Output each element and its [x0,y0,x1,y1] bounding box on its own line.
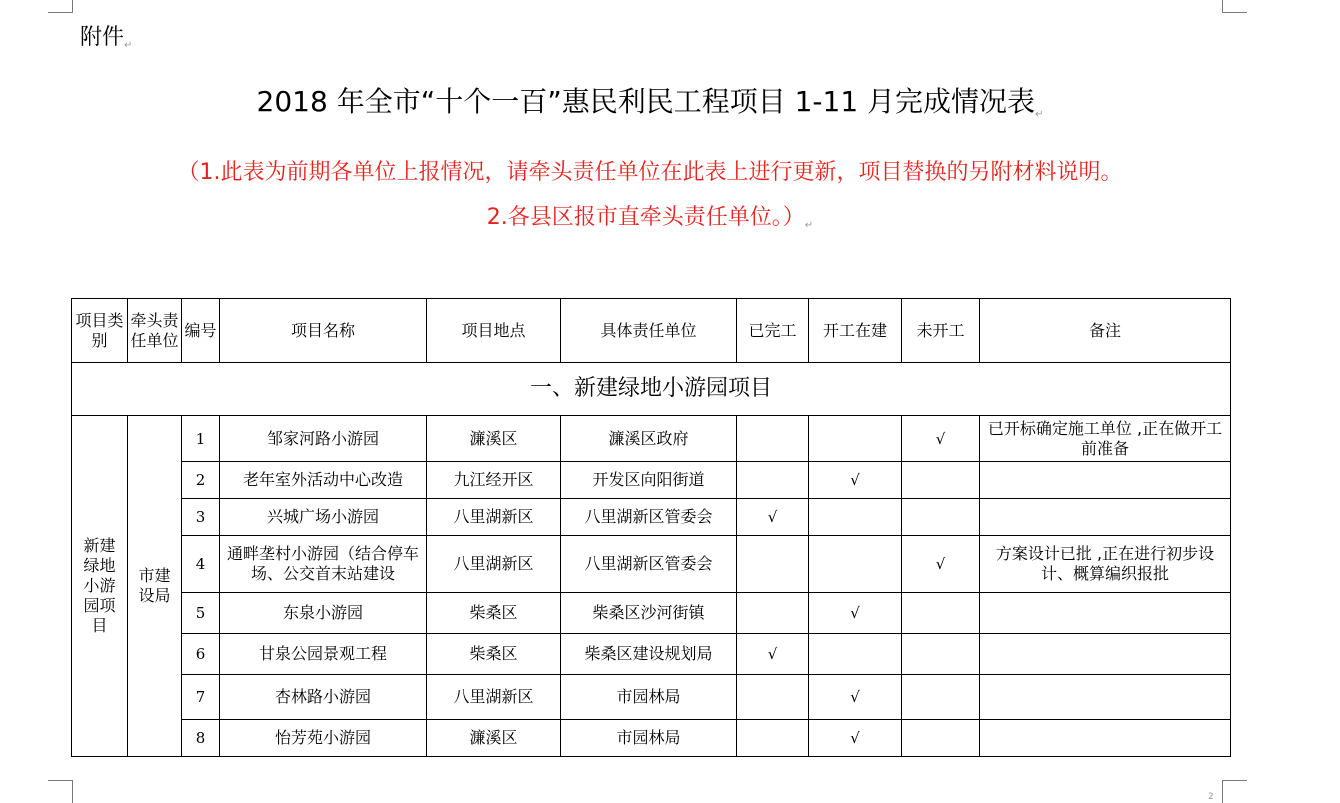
not-started-mark: √ [902,536,980,593]
row-number: 2 [182,462,220,499]
completed-mark: √ [737,634,809,675]
remark [980,499,1231,536]
remark [980,720,1231,757]
section-title: 一、新建绿地小游园项目 [72,363,1231,416]
table-row [72,675,1231,720]
header-completed: 已完工 [737,299,809,363]
lead-unit-cell: 市建设局 [128,416,182,757]
progress-table [71,298,1231,757]
project-name: 兴城广场小游园 [220,499,427,536]
category-cell: 新建绿地小游园项目 [72,416,128,757]
in-progress-mark: √ [809,593,902,634]
in-progress-mark [809,499,902,536]
project-name: 怡芳苑小游园 [220,720,427,757]
in-progress-mark: √ [809,720,902,757]
not-started-mark [902,675,980,720]
in-progress-mark: √ [809,462,902,499]
remark [980,634,1231,675]
completed-mark [737,593,809,634]
remark: 已开标确定施工单位 ,正在做开工前准备 [980,416,1231,462]
project-name: 东泉小游园 [220,593,427,634]
project-name: 甘泉公园景观工程 [220,634,427,675]
header-lead-unit: 牵头责任单位 [128,299,182,363]
note-line-1: （1.此表为前期各单位上报情况，请牵头责任单位在此表上进行更新，项目替换的另附材料说明。 [177,160,1123,185]
project-location: 八里湖新区 [427,536,561,593]
remark [980,462,1231,499]
table-row [72,499,1231,536]
remark: 方案设计已批 ,正在进行初步设计、概算编织报批 [980,536,1231,593]
completed-mark [737,536,809,593]
project-name: 邹家河路小游园 [220,416,427,462]
table-row [72,462,1231,499]
header-in-progress: 开工在建 [809,299,902,363]
responsible-unit: 八里湖新区管委会 [561,499,737,536]
table-row [72,416,1231,462]
project-name: 杏林路小游园 [220,675,427,720]
completed-mark [737,720,809,757]
not-started-mark [902,462,980,499]
completed-mark [737,462,809,499]
project-location: 濂溪区 [427,416,561,462]
project-name: 老年室外活动中心改造 [220,462,427,499]
section-row [72,363,1231,416]
responsible-unit: 濂溪区政府 [561,416,737,462]
project-location: 八里湖新区 [427,675,561,720]
responsible-unit: 市园林局 [561,720,737,757]
in-progress-mark: √ [809,675,902,720]
responsible-unit: 柴桑区沙河街镇 [561,593,737,634]
project-name: 通畔垄村小游园（结合停车场、公交首末站建设 [220,536,427,593]
row-number: 4 [182,536,220,593]
not-started-mark [902,593,980,634]
table-row [72,634,1231,675]
responsible-unit: 开发区向阳街道 [561,462,737,499]
document-title: 2018 年全市“十个一百”惠民利民工程项目 1-11 月完成情况表↵ [256,85,1044,120]
responsible-unit: 八里湖新区管委会 [561,536,737,593]
table-row [72,536,1231,593]
in-progress-mark [809,634,902,675]
table-header-row [72,299,1231,363]
row-number: 1 [182,416,220,462]
row-number: 7 [182,675,220,720]
row-number: 8 [182,720,220,757]
note-line-2: 2.各县区报市直牵头责任单位。）↵ [486,205,814,231]
responsible-unit: 市园林局 [561,675,737,720]
project-location: 柴桑区 [427,593,561,634]
completed-mark: √ [737,499,809,536]
completed-mark [737,416,809,462]
page-corner-mark-bottom-right [1222,780,1247,803]
header-project-name: 项目名称 [220,299,427,363]
header-not-started: 未开工 [902,299,980,363]
table-row [72,593,1231,634]
project-location: 九江经开区 [427,462,561,499]
page-corner-mark-bottom-left [48,780,73,803]
project-location: 柴桑区 [427,634,561,675]
not-started-mark [902,720,980,757]
page-corner-mark-top-right [1222,0,1247,13]
row-number: 6 [182,634,220,675]
project-location: 八里湖新区 [427,499,561,536]
row-number: 5 [182,593,220,634]
remark [980,593,1231,634]
page-corner-mark-top-left [48,0,73,13]
header-remark: 备注 [980,299,1231,363]
row-number: 3 [182,499,220,536]
completed-mark [737,675,809,720]
page-number: 2 [1208,792,1214,802]
header-responsible-unit: 具体责任单位 [561,299,737,363]
not-started-mark [902,499,980,536]
in-progress-mark [809,416,902,462]
attachment-label: 附件↵ [80,25,133,51]
header-category: 项目类别 [72,299,128,363]
remark [980,675,1231,720]
not-started-mark: √ [902,416,980,462]
project-location: 濂溪区 [427,720,561,757]
header-number: 编号 [182,299,220,363]
not-started-mark [902,634,980,675]
table-row [72,720,1231,757]
header-location: 项目地点 [427,299,561,363]
in-progress-mark [809,536,902,593]
responsible-unit: 柴桑区建设规划局 [561,634,737,675]
